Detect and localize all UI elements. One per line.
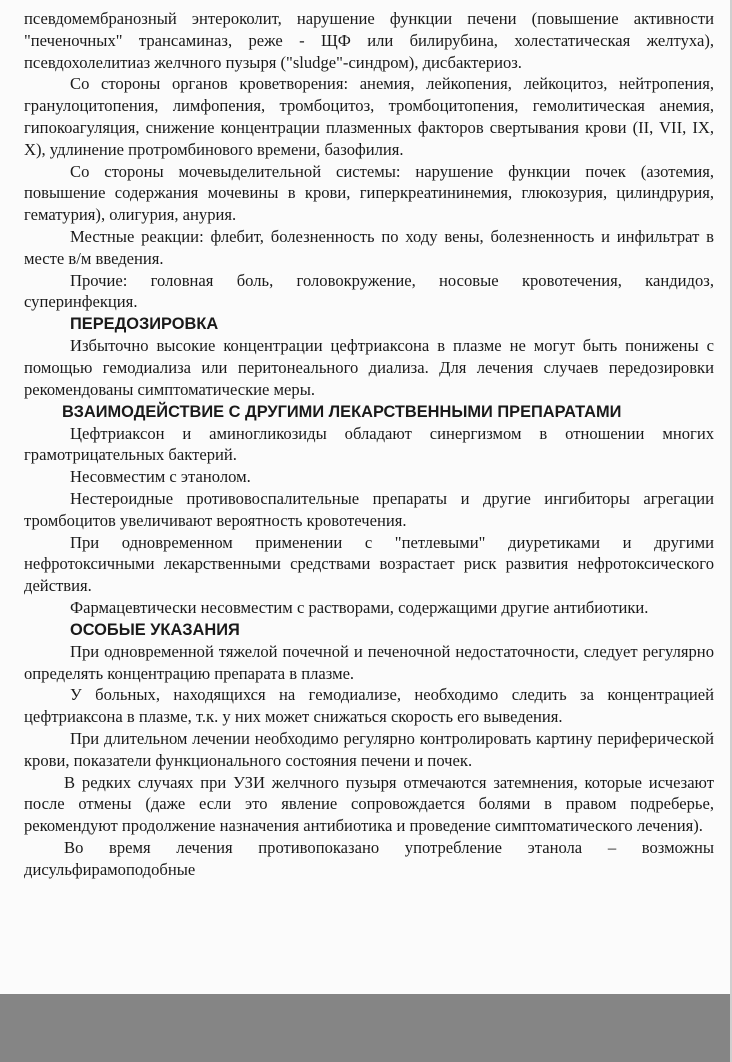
scan-footer-shadow	[0, 994, 732, 1062]
interactions-paragraph: При одновременном применении с "петлевыми" диуретиками и другими нефротоксичными лекарственными средствами возрастает риск развития нефротоксического действия.	[24, 532, 714, 596]
overdose-paragraph: Избыточно высокие концентрации цефтриаксона в плазме не могут быть понижены с помощью гемодиализа или перитонеального диализа. Для лечения случаев передозировки рекомендованы симптоматические меры.	[24, 336, 714, 399]
interactions-paragraph: Несовместим с этанолом.	[70, 467, 251, 487]
side-effects-other-paragraph: Прочие: головная боль, головокружение, носовые кровотечения, кандидоз, суперинфекция.	[24, 270, 714, 312]
interactions-heading: ВЗАИМОДЕЙСТВИЕ С ДРУГИМИ ЛЕКАРСТВЕННЫМИ ПРЕПАРАТАМИ	[62, 402, 622, 421]
interactions-paragraph: Нестероидные противовоспалительные препараты и другие ингибиторы агрегации тромбоцитов увеличивают вероятность кровотечения.	[24, 488, 714, 530]
special-instructions-paragraph: В редких случаях при УЗИ желчного пузыря отмечаются затемнения, которые исчезают после отмены (даже если это явление сопровождается болями в правом подреберье, рекомендуют продолжение назначения антибиотика и проведение симптоматического лечения).	[24, 772, 714, 836]
side-effects-urinary-paragraph: Со стороны мочевыделительной системы: нарушение функции почек (азотемия, повышение содержания мочевины в крови, гиперкреатининемия, глюкозурия, цилиндрурия, гематурия), олигурия, анурия.	[24, 161, 714, 225]
interactions-paragraph: Фармацевтически несовместим с растворами, содержащими другие антибиотики.	[70, 597, 649, 617]
side-effects-local-paragraph: Местные реакции: флебит, болезненность по ходу вены, болезненность и инфильтрат в месте в/м введения.	[24, 226, 714, 268]
document-body	[24, 8, 714, 880]
special-instructions-paragraph: У больных, находящихся на гемодиализе, необходимо следить за концентрацией цефтриаксона в плазме, т.к. у них может снижаться скорость его выведения.	[24, 685, 714, 727]
side-effects-digestive-paragraph: псевдомембранозный энтероколит, нарушение функции печени (повышение активности "печеночных" трансаминаз, реже - ЩФ или билирубина, холестатическая желтуха), псевдохолелитиаз желчного пузыря ("sludge"-синдром), дисбактериоз.	[24, 9, 714, 72]
special-instructions-paragraph: Во время лечения противопоказано употребление этанола – возможны дисульфирамоподобные	[24, 837, 714, 879]
side-effects-blood-paragraph: Со стороны органов кроветворения: анемия, лейкопения, лейкоцитоз, нейтропения, гранулоцитопения, лимфопения, тромбоцитоз, тромбоцитопения, гемолитическая анемия, гипокоагуляция, снижение концентрации плазменных факторов свертывания крови (II, VII, IX, X), удлинение протромбинового времени, базофилия.	[24, 74, 714, 159]
overdose-heading: ПЕРЕДОЗИРОВКА	[70, 315, 219, 334]
interactions-paragraph: Цефтриаксон и аминогликозиды обладают синергизмом в отношении многих грамотрицательных бактерий.	[24, 423, 714, 465]
special-instructions-heading: ОСОБЫЕ УКАЗАНИЯ	[70, 620, 240, 639]
special-instructions-paragraph: При одновременной тяжелой почечной и печеночной недостаточности, следует регулярно определять концентрацию препарата в плазме.	[24, 641, 714, 683]
special-instructions-paragraph: При длительном лечении необходимо регулярно контролировать картину периферической крови, показатели функционального состояния печени и почек.	[24, 728, 714, 770]
